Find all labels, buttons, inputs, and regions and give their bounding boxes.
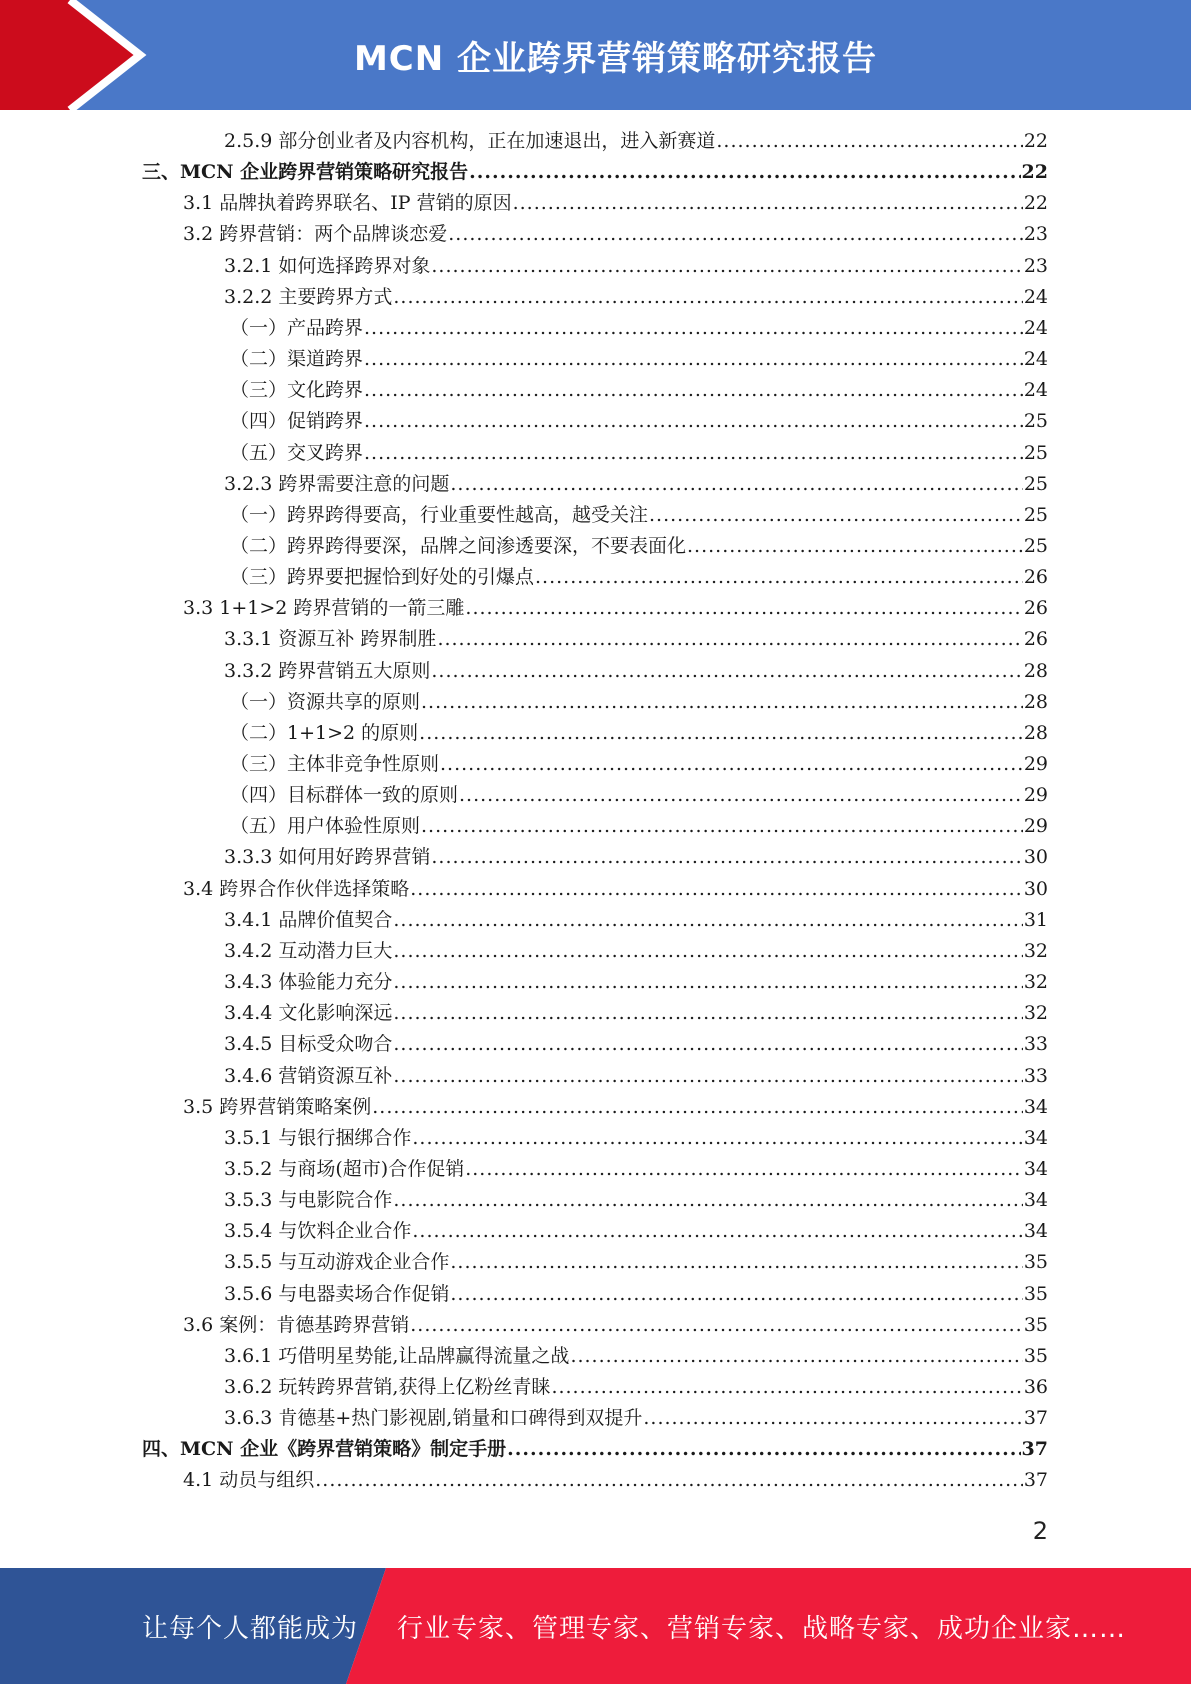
toc-entry-page: 34: [1023, 1220, 1048, 1242]
toc-entry-page: 29: [1023, 784, 1048, 806]
toc-entry-title: 3.5.2 与商场(超市)合作促销: [224, 1158, 465, 1180]
toc-entry[interactable]: [224, 1341, 1048, 1372]
dot-leader: [465, 593, 1022, 624]
toc-entry-page: 22: [1023, 130, 1048, 152]
toc-entry-title: （二）跨界跨得要深，品牌之间渗透要深，不要表面化: [230, 535, 687, 557]
toc-entry-title: 3.2.2 主要跨界方式: [224, 286, 393, 308]
toc-entry-title: （五）交叉跨界: [230, 442, 364, 464]
toc-entry-title: （一）资源共享的原则: [230, 691, 421, 713]
toc-entry-page: 33: [1023, 1033, 1048, 1055]
toc-entry-title: （三）主体非竞争性原则: [230, 753, 440, 775]
toc-entry[interactable]: [230, 531, 1048, 562]
toc-entry-page: 24: [1023, 317, 1048, 339]
toc-entry[interactable]: [224, 1279, 1048, 1310]
toc-entry-title: 三、MCN 企业跨界营销策略研究报告: [142, 161, 469, 183]
page-footer: [0, 1568, 1191, 1684]
toc-entry[interactable]: [183, 593, 1048, 624]
toc-entry-page: 28: [1023, 722, 1048, 744]
toc-entry[interactable]: [230, 811, 1048, 842]
toc-entry[interactable]: [224, 251, 1048, 282]
dot-leader: [459, 780, 1023, 811]
dot-leader: [364, 344, 1023, 375]
toc-entry[interactable]: [183, 1465, 1048, 1496]
toc-entry-page: 35: [1023, 1314, 1048, 1336]
toc-entry-page: 25: [1023, 442, 1048, 464]
dot-leader: [440, 749, 1023, 780]
footer-slogan-left: 让每个人都能成为: [142, 1613, 359, 1644]
dot-leader: [412, 1216, 1022, 1247]
toc-entry-title: （四）目标群体一致的原则: [230, 784, 459, 806]
toc-entry-page: 34: [1023, 1127, 1048, 1149]
toc-entry-title: 3.4.2 互动潜力巨大: [224, 940, 393, 962]
dot-leader: [570, 1341, 1022, 1372]
toc-entry-page: 32: [1023, 971, 1048, 993]
report-title: MCN 企业跨界营销策略研究报告: [353, 38, 878, 79]
toc-entry-page: 25: [1023, 473, 1048, 495]
toc-entry-page: 37: [1021, 1438, 1048, 1460]
toc-entry-title: 3.2.3 跨界需要注意的问题: [224, 473, 450, 495]
dot-leader: [513, 188, 1023, 219]
toc-entry-title: （三）文化跨界: [230, 379, 364, 401]
toc-entry[interactable]: [224, 126, 1048, 157]
dot-leader: [410, 1310, 1023, 1341]
toc-entry-title: 3.1 品牌执着跨界联名、IP 营销的原因: [183, 192, 512, 214]
toc-entry[interactable]: [230, 718, 1048, 749]
toc-entry-page: 28: [1023, 691, 1048, 713]
toc-entry-page: 24: [1023, 348, 1048, 370]
dot-leader: [431, 842, 1022, 873]
dot-leader: [315, 1465, 1023, 1496]
toc-entry-page: 24: [1023, 286, 1048, 308]
toc-entry-page: 35: [1023, 1283, 1048, 1305]
dot-leader: [437, 624, 1022, 655]
dot-leader: [393, 282, 1022, 313]
toc-entry-title: 3.2 跨界营销：两个品牌谈恋爱: [183, 223, 448, 245]
toc-entry[interactable]: [230, 313, 1048, 344]
toc-entry-page: 30: [1023, 878, 1048, 900]
dot-leader: [393, 936, 1022, 967]
toc-entry-page: 26: [1023, 566, 1048, 588]
toc-entry-page: 26: [1023, 628, 1048, 650]
toc-entry-page: 34: [1023, 1158, 1048, 1180]
toc-entry-title: （二）1+1>2 的原则: [230, 722, 419, 744]
toc-entry-title: 3.4.1 品牌价值契合: [224, 909, 393, 931]
toc-entry-title: （三）跨界要把握恰到好处的引爆点: [230, 566, 535, 588]
page-number: 2: [1032, 1517, 1048, 1545]
dot-leader: [507, 1434, 1020, 1465]
toc-entry-title: 4.1 动员与组织: [183, 1469, 315, 1491]
dot-leader: [364, 406, 1023, 437]
toc-entry-title: 3.3.3 如何用好跨界营销: [224, 846, 431, 868]
toc-entry[interactable]: [224, 1403, 1048, 1434]
dot-leader: [469, 157, 1020, 188]
toc-entry[interactable]: [142, 1434, 1048, 1465]
toc-entry-title: （一）跨界跨得要高，行业重要性越高，越受关注: [230, 504, 649, 526]
toc-entry-page: 32: [1023, 940, 1048, 962]
toc-entry-title: 3.5.3 与电影院合作: [224, 1189, 393, 1211]
dot-leader: [393, 967, 1022, 998]
toc-entry-page: 23: [1023, 255, 1048, 277]
toc-entry-page: 32: [1023, 1002, 1048, 1024]
toc-entry[interactable]: [230, 438, 1048, 469]
toc-entry-title: 3.6.3 肯德基+热门影视剧,销量和口碑得到双提升: [224, 1407, 643, 1429]
toc-entry-page: 29: [1023, 815, 1048, 837]
toc-entry[interactable]: [224, 282, 1048, 313]
toc-entry-page: 35: [1023, 1345, 1048, 1367]
dot-leader: [364, 438, 1023, 469]
toc-entry-page: 35: [1023, 1251, 1048, 1273]
dot-leader: [465, 1154, 1023, 1185]
toc-entry-title: （四）促销跨界: [230, 410, 364, 432]
toc-entry-page: 24: [1023, 379, 1048, 401]
toc-entry-title: 3.4.6 营销资源互补: [224, 1065, 393, 1087]
dot-leader: [450, 1279, 1022, 1310]
toc-entry-page: 25: [1023, 410, 1048, 432]
toc-entry-page: 33: [1023, 1065, 1048, 1087]
dot-leader: [412, 1123, 1022, 1154]
toc-entry-title: 3.3.2 跨界营销五大原则: [224, 660, 431, 682]
toc-entry-title: 3.5.5 与互动游戏企业合作: [224, 1251, 450, 1273]
toc-entry[interactable]: [183, 874, 1048, 905]
toc-entry-page: 34: [1023, 1189, 1048, 1211]
dot-leader: [643, 1403, 1022, 1434]
toc-entry-title: 3.4.3 体验能力充分: [224, 971, 393, 993]
toc-entry-page: 25: [1023, 535, 1048, 557]
dot-leader: [687, 531, 1023, 562]
toc-entry[interactable]: [224, 624, 1048, 655]
toc-entry-page: 36: [1023, 1376, 1048, 1398]
toc-entry-page: 31: [1023, 909, 1048, 931]
toc-entry-title: 3.6.2 玩转跨界营销,获得上亿粉丝青睐: [224, 1376, 551, 1398]
toc-entry[interactable]: [230, 344, 1048, 375]
toc-entry-page: 22: [1021, 161, 1048, 183]
toc-entry-title: 3.5.6 与电器卖场合作促销: [224, 1283, 450, 1305]
toc-entry[interactable]: [224, 1061, 1048, 1092]
toc-entry[interactable]: [224, 656, 1048, 687]
toc-entry[interactable]: [230, 375, 1048, 406]
dot-leader: [393, 1061, 1022, 1092]
dot-leader: [364, 375, 1023, 406]
toc-entry-title: 3.2.1 如何选择跨界对象: [224, 255, 431, 277]
dot-leader: [551, 1372, 1022, 1403]
toc-entry[interactable]: [224, 842, 1048, 873]
dot-leader: [421, 811, 1023, 842]
dot-leader: [393, 998, 1022, 1029]
toc-entry-title: 3.4.5 目标受众吻合: [224, 1033, 393, 1055]
dot-leader: [393, 1185, 1022, 1216]
toc-entry[interactable]: [224, 1154, 1048, 1185]
toc-entry[interactable]: [230, 687, 1048, 718]
dot-leader: [419, 718, 1023, 749]
toc-entry[interactable]: [230, 406, 1048, 437]
toc-entry[interactable]: [224, 1247, 1048, 1278]
page-header: [0, 0, 1191, 110]
toc-entry-page: 30: [1023, 846, 1048, 868]
toc-entry[interactable]: [183, 219, 1048, 250]
toc-entry-page: 26: [1023, 597, 1048, 619]
dot-leader: [450, 1247, 1022, 1278]
toc-entry-title: 3.3 1+1>2 跨界营销的一箭三雕: [183, 597, 465, 619]
toc-entry[interactable]: [224, 998, 1048, 1029]
toc-entry[interactable]: [230, 562, 1048, 593]
toc-entry-title: 3.3.1 资源互补 跨界制胜: [224, 628, 437, 650]
toc-entry[interactable]: [183, 1310, 1048, 1341]
toc-entry-title: 3.5.1 与银行捆绑合作: [224, 1127, 412, 1149]
toc-entry[interactable]: [230, 500, 1048, 531]
toc-entry-page: 22: [1023, 192, 1048, 214]
toc-entry-page: 37: [1023, 1469, 1048, 1491]
toc-entry[interactable]: [183, 1092, 1048, 1123]
dot-leader: [448, 219, 1023, 250]
toc-entry-title: 3.6.1 巧借明星势能,让品牌赢得流量之战: [224, 1345, 570, 1367]
dot-leader: [393, 905, 1022, 936]
toc-entry-page: 25: [1023, 504, 1048, 526]
dot-leader: [649, 500, 1023, 531]
toc-entry[interactable]: [230, 749, 1048, 780]
toc-entry-title: 3.6 案例：肯德基跨界营销: [183, 1314, 410, 1336]
dot-leader: [535, 562, 1023, 593]
toc-entry[interactable]: [224, 1123, 1048, 1154]
toc-entry-title: （五）用户体验性原则: [230, 815, 421, 837]
toc-entry-title: 2.5.9 部分创业者及内容机构，正在加速退出，进入新赛道: [224, 130, 716, 152]
dot-leader: [431, 251, 1022, 282]
toc-entry-title: 3.4.4 文化影响深远: [224, 1002, 393, 1024]
dot-leader: [372, 1092, 1023, 1123]
dot-leader: [393, 1029, 1022, 1060]
toc-entry[interactable]: [224, 1216, 1048, 1247]
dot-leader: [716, 126, 1022, 157]
dot-leader: [421, 687, 1023, 718]
toc-entry-title: （一）产品跨界: [230, 317, 364, 339]
toc-entry[interactable]: [224, 1372, 1048, 1403]
toc-entry[interactable]: [142, 157, 1048, 188]
toc-entry-title: 3.5 跨界营销策略案例: [183, 1096, 372, 1118]
dot-leader: [410, 874, 1023, 905]
dot-leader: [431, 656, 1022, 687]
toc-entry-page: 29: [1023, 753, 1048, 775]
toc-entry[interactable]: [224, 967, 1048, 998]
toc-entry[interactable]: [224, 1029, 1048, 1060]
toc-entry[interactable]: [230, 780, 1048, 811]
toc-entry[interactable]: [224, 936, 1048, 967]
dot-leader: [450, 469, 1022, 500]
toc-entry-title: 3.4 跨界合作伙伴选择策略: [183, 878, 410, 900]
toc-entry-title: （二）渠道跨界: [230, 348, 364, 370]
dot-leader: [364, 313, 1023, 344]
toc-entry-page: 34: [1023, 1096, 1048, 1118]
toc-entry-page: 28: [1023, 660, 1048, 682]
footer-slogan-right: 行业专家、管理专家、营销专家、战略专家、成功企业家……: [397, 1613, 1127, 1644]
toc-entry[interactable]: [224, 905, 1048, 936]
toc-entry[interactable]: [183, 188, 1048, 219]
toc-entry-page: 37: [1023, 1407, 1048, 1429]
toc-entry[interactable]: [224, 1185, 1048, 1216]
toc-entry-title: 四、MCN 企业《跨界营销策略》制定手册: [142, 1438, 507, 1460]
toc-entry-title: 3.5.4 与饮料企业合作: [224, 1220, 412, 1242]
toc-entry-page: 23: [1023, 223, 1048, 245]
toc-entry[interactable]: [224, 469, 1048, 500]
